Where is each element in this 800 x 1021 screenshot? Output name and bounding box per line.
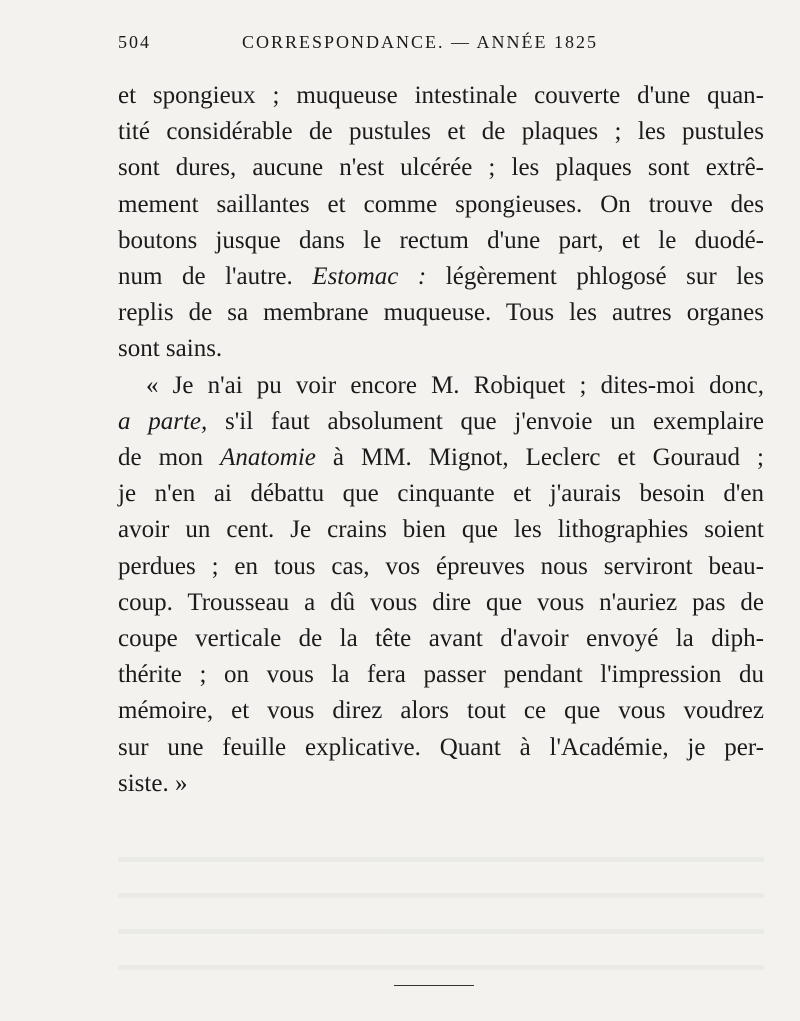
running-head	[118, 32, 764, 60]
text-line: « Je n'ai pu voir encore M. Robiquet ; dites-moi donc,	[146, 371, 764, 399]
text-line: sont dures, aucune n'est ulcérée ; les plaques sont extrê-	[118, 154, 764, 182]
text-line: je n'en ai débattu que cinquante et j'aurais besoin d'en	[118, 480, 764, 508]
text-run: légèrement phlogosé sur les	[426, 263, 764, 291]
footer-rule	[394, 985, 474, 986]
text-line	[118, 440, 764, 476]
italic-term-a-parte: a parte,	[118, 407, 208, 435]
body-text	[118, 78, 764, 802]
text-line: mement saillantes et comme spongieuses. On trouve des	[118, 190, 764, 218]
paragraph-letter	[118, 368, 764, 802]
text-line: coupe verticale de la tête avant d'avoir envoyé la diph-	[118, 625, 764, 653]
show-through-bleed	[118, 835, 764, 975]
italic-term-anatomie: Anatomie	[220, 444, 316, 472]
text-line: et spongieux ; muqueuse intestinale couverte d'une quan-	[118, 82, 764, 109]
text-line	[118, 259, 764, 295]
text-line: avoir un cent. Je crains bien que les lithographies soient	[118, 516, 764, 544]
text-line: perdues ; en tous cas, vos épreuves nous serviront beau-	[118, 552, 764, 580]
text-line	[118, 404, 764, 440]
text-line: siste. »	[118, 769, 188, 797]
text-line: sont sains.	[118, 335, 223, 363]
text-line: tité considérable de pustules et de plaques ; les pustules	[118, 118, 764, 146]
text-line: thérite ; on vous la fera passer pendant l'impression du	[118, 661, 764, 689]
paragraph-autopsy	[118, 78, 764, 368]
text-run: à MM. Mignot, Leclerc et Gouraud ;	[315, 444, 764, 472]
text-run: de mon	[118, 444, 221, 472]
text-line: coup. Trousseau a dû vous dire que vous n'auriez pas de	[118, 588, 764, 616]
text-line: mémoire, et vous direz alors tout ce que vous voudrez	[118, 697, 764, 725]
text-line: boutons jusque dans le rectum d'une part, et le duodé-	[118, 226, 764, 254]
text-line: sur une feuille explicative. Quant à l'Académie, je per-	[118, 733, 764, 761]
text-run: num de l'autre.	[118, 263, 313, 291]
text-run: s'il faut absolument que j'envoie un exemplaire	[207, 407, 765, 435]
text-line: replis de sa membrane muqueuse. Tous les autres organes	[118, 299, 764, 327]
running-head-title: CORRESPONDANCE. — ANNÉE 1825	[242, 32, 599, 52]
page-number: 504	[118, 32, 151, 52]
italic-term-estomac: Estomac :	[312, 263, 427, 291]
